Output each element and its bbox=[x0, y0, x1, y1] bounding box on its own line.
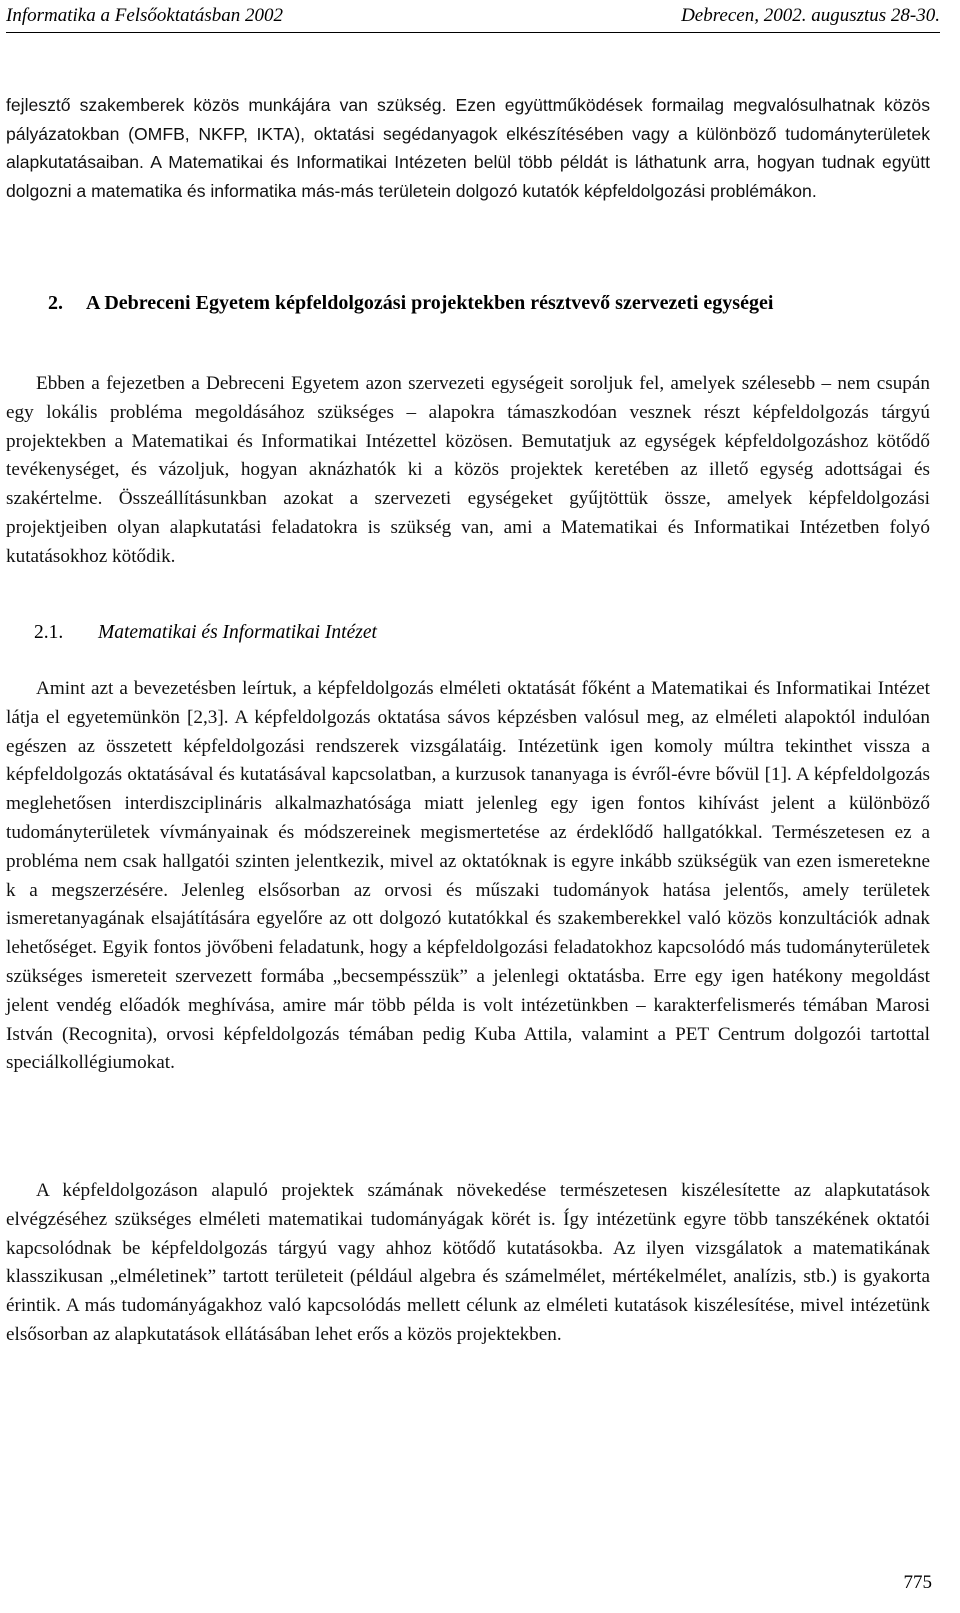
running-header bbox=[6, 4, 940, 33]
section-2-paragraph: Ebben a fejezetben a Debreceni Egyetem azon szervezeti egységeit soroljuk fel, amelyek szélesebb – nem csupán egy lokális probléma megoldásához szükséges – alapokra támaszkodóan vesznek részt képfeldolgozás tárgyú projektekben a Matematikai és Informatikai Intézettel közösen. Bemutatjuk az egységek képfeldolgozáshoz kötődő tevékenységet, és vázoljuk, hogyan aknázhatók ki a közös projektek keretében az illető egység adottságai és szakértelme. Összeállításunkban azokat a szervezeti egységeket gyűjtöttük össze, amelyek képfeldolgozási projektjeiben olyan alapkutatási feladatokra is szükség van, ami a Matematikai és Informatikai Intézetben folyó kutatásokhoz kötődik. bbox=[6, 373, 930, 567]
header-date-place: Debrecen, 2002. augusztus 28-30. bbox=[681, 5, 940, 26]
section-2-1-heading bbox=[34, 619, 914, 647]
intro-paragraph: fejlesztő szakemberek közös munkájára van szükség. Ezen együttműködések formailag megvalósulhatnak közös pályázatokban (OMFB, NKFP, IKTA), oktatási segédanyagok elkészítésében vagy a különböző tudományterületek alapkutatásaiban. A Matematikai és Informatikai Intézeten belül több példát is láthatunk arra, hogyan tudnak együtt dolgozni a matematika és informatika más-más területein dolgozó kutatók képfeldolgozási problémákon. bbox=[6, 95, 930, 202]
section-2-number: 2. bbox=[48, 292, 63, 314]
header-conference-title: Informatika a Felsőoktatásban 2002 bbox=[6, 5, 284, 26]
page-number: 775 bbox=[903, 1572, 932, 1593]
section-2-1-number: 2.1. bbox=[34, 622, 64, 643]
section-2-1-paragraph-2: A képfeldolgozáson alapuló projektek számának növekedése természetesen kiszélesítette az alapkutatások elvégzéséhez szükséges elméleti matematikai tudományágak körét is. Így intézetünk egyre több tanszékének oktatói kapcsolódnak be képfeldolgozás tárgyú vagy ahhoz kötődő kutatásokba. Az ilyen vizsgálatok a matematikának klasszikusan „elméletinek” tartott területeit (például algebra és számelmélet, mértékelmélet, analízis, stb.) is gyakorta érintik. A más tudományágakhoz való kapcsolódás mellett célunk az elméleti kutatások kiszélesítése, mivel intézetünk elsősorban az alapkutatások ellátásában lehet erős a közös projektekben. bbox=[6, 1180, 930, 1345]
section-2-title: A Debreceni Egyetem képfeldolgozási projektekben résztvevő szervezeti egységei bbox=[86, 292, 774, 314]
section-2-heading bbox=[48, 289, 928, 318]
section-2-1-paragraph-1: Amint azt a bevezetésben leírtuk, a képfeldolgozás elméleti oktatását főként a Matematikai és Informatikai Intézet látja el egyetemünkön [2,3]. A képfeldolgozás oktatása sávos képzésben valósul meg, az elméleti alapoktól indulóan egészen az összetett képfeldolgozási rendszerek vizsgálatáig. Intézetünk igen komoly múltra tekinthet vissza a képfeldolgozás oktatásával és kutatásával kapcsolatban, a kurzusok tananyaga is évről-évre bővül [1]. A képfeldolgozás meglehetősen interdiszciplináris alkalmazhatósága miatt jelenleg egy igen fontos kihívást jelent a különböző tudományterületek vívmányainak és módszereinek megismertetése az érdeklődő hallgatókkal. Természetesen ez a probléma nem csak hallgatói szinten jelentkezik, mivel az oktatóknak is egyre inkább szükségük van ezen ismeretekne k a megszerzésére. Jelenleg elsősorban az orvosi és műszaki tudományok hatása jelentős, amely területek ismeretanyagának elsajátítására egyelőre az ott dolgozó kutatókkal és szakemberekkel való közös konzultációk adnak lehetőséget. Egyik fontos jövőbeni feladatunk, hogy a képfeldolgozási feladatokhoz kapcsolódó más tudományterületek szükséges ismereteit szervezett formába „becsempésszük” a jelenlegi oktatásba. Erre egy igen hatékony megoldást jelent vendég előadók meghívása, amire már több példa is volt intézetünkben – karakterfelismerés témában Marosi István (Recognita), orvosi képfeldolgozás témában pedig Kuba Attila, valamint a PET Centrum dolgozói tartottal speciálkollégiumokat. bbox=[6, 678, 930, 1074]
section-2-1-title: Matematikai és Informatikai Intézet bbox=[98, 622, 377, 643]
